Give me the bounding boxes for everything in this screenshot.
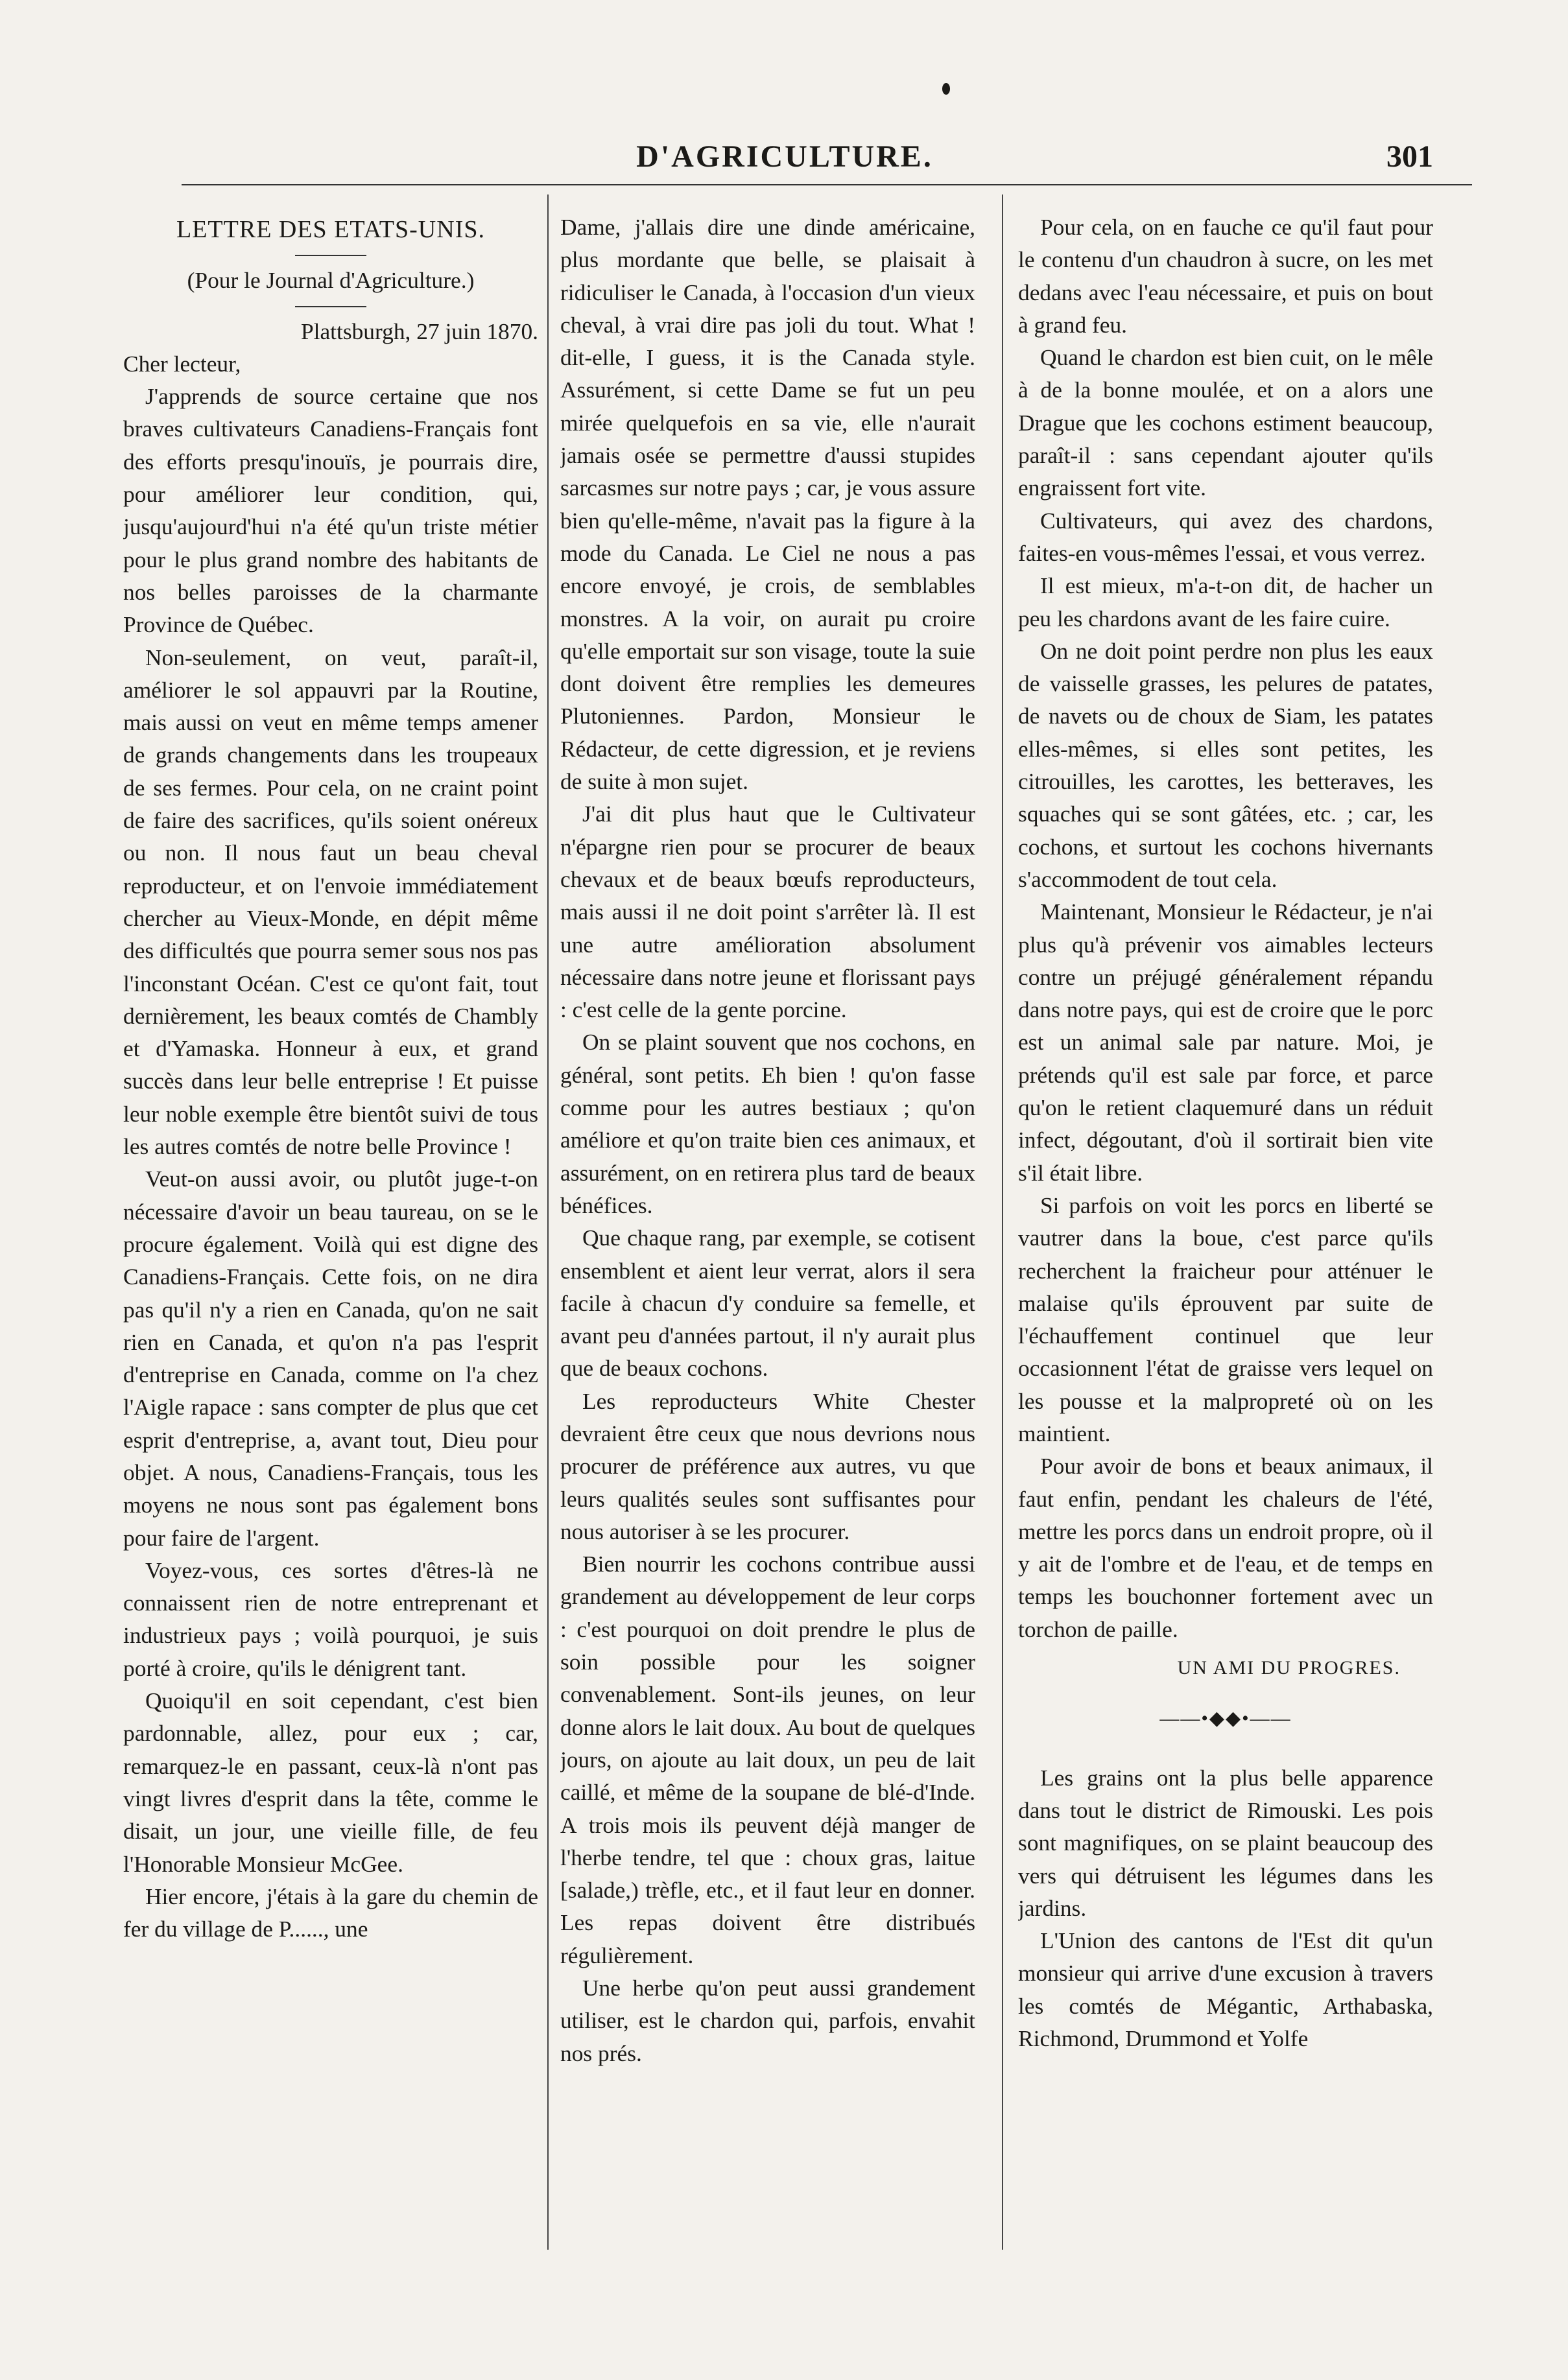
page-header bbox=[97, 139, 1472, 197]
article-subheading: (Pour le Journal d'Agriculture.) bbox=[187, 267, 475, 294]
paragraph: Si parfois on voit les porcs en liberté se vautrer dans la boue, c'est parce qu'ils recherchent la fraicheur pour atténuer le malaise qu'ils éprouvent par suite de l'échauffement continuel que leur occasionnent l'état de graisse vers lequel on les pousse et la malpropreté où on les maintient. bbox=[1018, 1192, 1433, 1446]
section-ornament: ——•◆◆•—— bbox=[1159, 1708, 1292, 1730]
ink-speck bbox=[942, 83, 950, 95]
paragraph: On se plaint souvent que nos cochons, en général, sont petits. Eh bien ! qu'on fasse comme pour les autres bestiaux ; qu'on améliore et qu'on traite bien ces animaux, et assurément, on en retirera plus tard de beaux bénéfices. bbox=[560, 1029, 975, 1218]
column-divider bbox=[547, 194, 549, 2250]
paragraph: Quoiqu'il en soit cependant, c'est bien pardonnable, allez, pour eux ; car, remarquez-le en passant, ceux-là n'ont pas vingt livres d'esprit dans la tête, comme le disait, un jour, une vieille fille, de feu l'Honorable Monsieur McGee. bbox=[123, 1688, 538, 1877]
paragraph: J'apprends de source certaine que nos braves cultivateurs Canadiens-Français font des efforts presqu'inouïs, je pourrais dire, pour améliorer leur condition, qui, jusqu'aujourd'hui n'a été qu'un triste métier pour le plus grand nombre des habitants de nos belles paroisses de la charmante Province de Québec. bbox=[123, 383, 538, 638]
paragraph: Bien nourrir les cochons contribue aussi grandement au développement de leur corps : c'est pourquoi on doit prendre le plus de soin possible pour les soigner convenablement. Sont-ils jeunes, on leur donne alors le lait doux. Au bout de quelques jours, on ajoute au lait doux, un peu de lait caillé, et même de la soupane de blé-d'Inde. A trois mois ils peuvent déjà manger de l'herbe tendre, tel que : choux gras, laitue [salade,) trèfle, etc., et il faut leur en donner. Les repas doivent être distribués régulièrement. bbox=[560, 1551, 975, 1968]
signature: UN AMI DU PROGRES. bbox=[1177, 1657, 1401, 1679]
paragraph: Cultivateurs, qui avez des chardons, faites-en vous-mêmes l'essai, et vous verrez. bbox=[1018, 507, 1433, 566]
paragraph: Les grains ont la plus belle apparence dans tout le district de Rimouski. Les pois sont magnifiques, on se plaint beaucoup des vers qui détruisent les légumes dans les jardins. bbox=[1018, 1764, 1433, 1921]
paragraph: Veut-on aussi avoir, ou plutôt juge-t-on nécessaire d'avoir un beau taureau, on se le procure également. Voilà qui est digne des Canadiens-Français. Cette fois, on ne dira pas qu'il n'y a rien en Canada, qu'on ne sait rien en Canada, et qu'on n'a pas l'esprit d'entreprise en Canada, comme on l'a chez l'Aigle rapace : sans compter de plus que cet esprit d'entreprise, a, avant tout, Dieu pour objet. A nous, Canadiens-Français, tous les moyens ne nous sont pas également bons pour faire de l'argent. bbox=[123, 1166, 538, 1551]
column-1 bbox=[123, 211, 538, 2337]
salutation: Cher lecteur, bbox=[123, 350, 241, 377]
paragraph: Hier encore, j'étais à la gare du chemin de fer du village de P......, une bbox=[123, 1883, 538, 1942]
paragraph: J'ai dit plus haut que le Cultivateur n'épargne rien pour se procurer de beaux chevaux et de beaux bœufs reproducteurs, mais aussi il ne doit point s'arrêter là. Il est une autre amélioration absolument nécessaire dans notre jeune et florissant pays : c'est celle de la gente porcine. bbox=[560, 801, 975, 1023]
dateline: Plattsburgh, 27 juin 1870. bbox=[300, 318, 538, 344]
paragraph: Quand le chardon est bien cuit, on le mêle à de la bonne moulée, et on a alors une Drague que les cochons estiment beaucoup, paraît-il : sans cependant ajouter qu'ils engraissent fort vite. bbox=[1018, 344, 1433, 501]
article-heading: LETTRE DES ETATS-UNIS. bbox=[176, 216, 485, 243]
column-divider bbox=[1002, 194, 1003, 2250]
column-2 bbox=[560, 211, 975, 2337]
paragraph: Pour cela, on en fauche ce qu'il faut pour le contenu d'un chaudron à sucre, on les met dedans avec l'eau nécessaire, et puis on bout à grand feu. bbox=[1018, 214, 1433, 338]
header-rule bbox=[182, 184, 1472, 185]
paragraph: Dame, j'allais dire une dinde américaine, plus mordante que belle, se plaisait à ridiculiser le Canada, à l'occasion d'un vieux cheval, à vrai dire pas joli du tout. What ! dit-elle, I guess, it is the Canada style. Assurément, si cette Dame se fut un peu mirée quelquefois en sa vie, elle n'aurait jamais osée se permettre d'aussi stupides sarcasmes sur notre pays ; car, je vous assure bien qu'elle-même, n'avait pas la figure à la mode du Canada. Le Ciel ne nous a pas encore envoyé, je crois, de semblables monstres. A la voir, on aurait pu croire qu'elle emportait sur son visage, toute la suie dont doivent être remplies les demeures Plutoniennes. Pardon, Monsieur le Rédacteur, de cette digression, et je reviens de suite à mon sujet. bbox=[560, 214, 975, 795]
paragraph: Pour avoir de bons et beaux animaux, il faut enfin, pendant les chaleurs de l'été, mettre les porcs dans un endroit propre, où il y ait de l'ombre et de l'eau, et de temps en temps les bouchonner fortement avec un torchon de paille. bbox=[1018, 1453, 1433, 1642]
running-title: D'AGRICULTURE. bbox=[636, 139, 933, 174]
paragraph: On ne doit point perdre non plus les eaux de vaisselle grasses, les pelures de patates, de navets ou de choux de Siam, les patates elles-mêmes, si elles sont petites, les citrouilles, les carottes, les betteraves, les squaches qui se sont gâtées, etc. ; car, les cochons, et surtout les cochons hivernants s'accommodent de tout cela. bbox=[1018, 637, 1433, 892]
paragraph: Voyez-vous, ces sortes d'êtres-là ne connaissent rien de notre entreprenant et industrieux pays ; voilà pourquoi, je suis porté à croire, qu'ils le dénigrent tant. bbox=[123, 1557, 538, 1681]
column-3 bbox=[1018, 211, 1433, 2337]
paragraph: Une herbe qu'on peut aussi grandement utiliser, est le chardon qui, parfois, envahit nos prés. bbox=[560, 1975, 975, 2066]
paragraph: Les reproducteurs White Chester devraient être ceux que nous devrions nous procurer de préférence aux autres, vu que leurs qualités seules sont suffisantes pour nous autoriser à se les procurer. bbox=[560, 1387, 975, 1544]
paragraph: Maintenant, Monsieur le Rédacteur, je n'ai plus qu'à prévenir vos aimables lecteurs contre un préjugé généralement répandu dans notre pays, qui est de croire que le porc est un animal sale par nature. Moi, je prétends qu'il est sale par force, et parce qu'on le retient claquemuré dans un réduit infect, dégoutant, d'où il sortirait bien vite s'il était libre. bbox=[1018, 899, 1433, 1186]
paragraph: Que chaque rang, par exemple, se cotisent ensemblent et aient leur verrat, alors il sera facile à chacun d'y conduire sa femelle, et avant peu d'années partout, il n'y aurait plus que de beaux cochons. bbox=[560, 1225, 975, 1382]
paragraph: L'Union des cantons de l'Est dit qu'un monsieur qui arrive d'une excusion à travers les comtés de Mégantic, Arthabaska, Richmond, Drummond et Yolfe bbox=[1018, 1927, 1433, 2052]
page-number: 301 bbox=[1386, 139, 1433, 174]
paragraph: Non-seulement, on veut, paraît-il, améliorer le sol appauvri par la Routine, mais aussi on veut en même temps amener de grands changements dans les troupeaux de ses fermes. Pour cela, on ne craint point de faire des sacrifices, qu'ils soient onéreux ou non. Il nous faut un beau cheval reproducteur, et on l'envoie immédiatement chercher au Vieux-Monde, en dépit même des difficultés que pourra semer sous nos pas l'inconstant Océan. C'est ce qu'ont fait, tout dernièrement, les beaux comtés de Chambly et d'Yamaska. Honneur à eux, et grand succès dans leur belle entreprise ! Et puisse leur noble exemple être bientôt suivi de tous les autres comtés de notre belle Province ! bbox=[123, 644, 538, 1160]
paragraph: Il est mieux, m'a-t-on dit, de hacher un peu les chardons avant de les faire cuire. bbox=[1018, 572, 1433, 631]
subheading-rule bbox=[295, 306, 366, 307]
heading-rule bbox=[295, 255, 366, 256]
